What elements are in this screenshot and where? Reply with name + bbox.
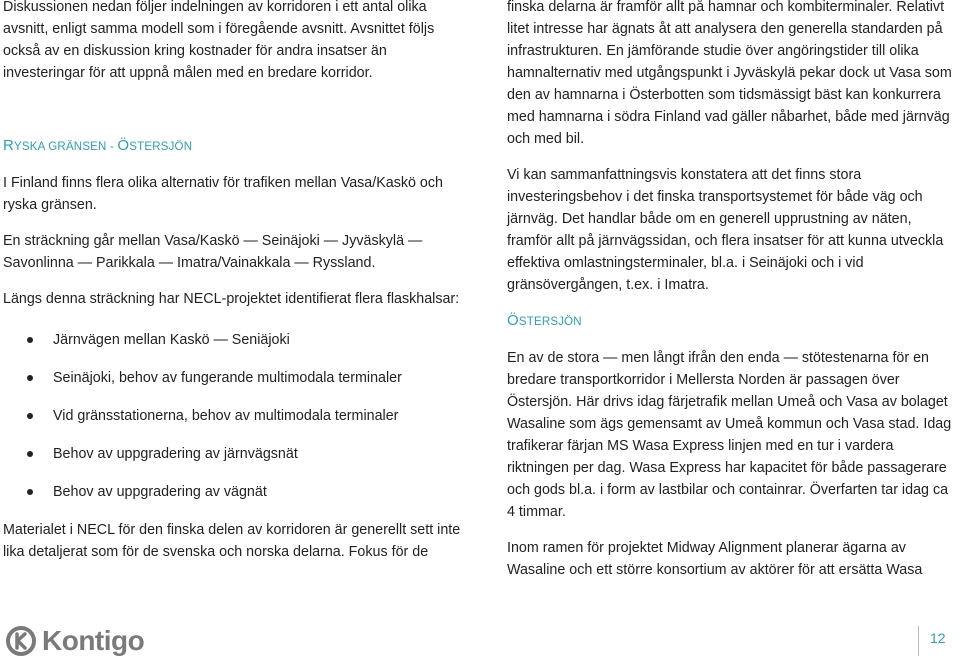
page-number: 12 [930, 630, 946, 646]
logo-wordmark: Kontigo [42, 625, 145, 656]
heading-smallcaps: YSKA GRÄNSEN - [14, 141, 118, 153]
list-item-text: Vid gränsstationerna, behov av multimodala terminaler [53, 408, 399, 424]
list-item-text: Seinäjoki, behov av fungerande multimodala terminaler [53, 370, 402, 386]
list-item [3, 329, 463, 367]
body-paragraph: Inom ramen för projektet Midway Alignment planerar ägarna av Wasaline och ett större konsortium av aktörer för att ersätta Wasa [507, 540, 923, 578]
section-heading-ryska-gransen [3, 135, 463, 158]
intro-paragraph: Diskussionen nedan följer indelningen av korridoren i ett antal olika avsnitt, enligt samma modell som i föregående avsnitt. Avsnittet följs också av en diskussion kring kostnader för andra insatser än investeringar för att uppnå målen med en bredare korridor. [3, 0, 435, 81]
kontigo-logo [6, 624, 144, 658]
list-item [3, 481, 463, 519]
right-column [507, 0, 957, 581]
left-column [3, 0, 463, 563]
bullet-icon [27, 337, 33, 343]
body-paragraph: I Finland finns flera olika alternativ för trafiken mellan Vasa/Kaskö och ryska gränsen. [3, 175, 443, 213]
body-paragraph: Materialet i NECL för den finska delen av korridoren är generellt sett inte lika detaljerat som för de svenska och norska delarna. Fokus för de [3, 522, 461, 560]
bottleneck-list [3, 329, 463, 519]
heading-initial: R [3, 137, 15, 154]
body-paragraph: Vi kan sammanfattningsvis konstatera att det finns stora investeringsbehov i det finska transportsystemet för både väg och järnväg. Det handlar både om en generell upprustning av näten, framför allt på järnvägssidan, och flera insatser för att kunna utveckla effektiva omlastningsterminaler, bl.a. i Seinäjoki och i vid gränsövergången, t.ex. i Imatra. [507, 167, 944, 293]
heading-initial: Ö [507, 312, 519, 329]
list-item [3, 443, 463, 481]
page-number-divider [918, 626, 919, 656]
bullet-icon [27, 489, 33, 495]
bullet-icon [27, 451, 33, 457]
list-item [3, 405, 463, 443]
body-paragraph: En sträckning går mellan Vasa/Kaskö — Seinäjoki — Jyväskylä — Savonlinna — Parikkala — Imatra/Vainakkala — Ryssland. [3, 233, 423, 271]
heading-initial: Ö [117, 137, 130, 154]
heading-smallcaps: STERSJÖN [518, 316, 582, 328]
bullet-icon [27, 375, 33, 381]
body-paragraph: Längs denna sträckning har NECL-projektet identifierat flera flaskhalsar: [3, 291, 460, 307]
section-heading-ostersjon [507, 310, 957, 333]
kontigo-mark-icon [6, 626, 36, 656]
heading-smallcaps: STERSJÖN [129, 141, 193, 153]
list-item-text: Behov av uppgradering av vägnät [53, 484, 267, 500]
list-item-text: Behov av uppgradering av järnvägsnät [53, 446, 298, 462]
list-item [3, 367, 463, 405]
bullet-icon [27, 413, 33, 419]
body-paragraph: finska delarna är framför allt på hamnar och kombiterminaler. Relativt litet intresse har ägnats åt att analysera den generella standarden på infrastrukturen. En jämförande studie över angöringstider till olika hamnalternativ med utgångspunkt i Jyväskylä pekar dock ut Vasa som den av hamnarna i Österbotten som tidsmässigt bäst kan konkurrera med hamnarna i södra Finland vad gäller nåbarhet, både med järnväg och med bil. [507, 0, 952, 147]
list-item-text: Järnvägen mellan Kaskö — Seniäjoki [53, 332, 290, 348]
body-paragraph: En av de stora — men långt ifrån den enda — stötestenarna för en bredare transportkorridor i Mellersta Norden är passagen över Östersjön. Här drivs idag färjetrafik mellan Umeå och Vasa av bolaget Wasaline som ägs gemensamt av Umeå kommun och Vasa stad. Idag trafikerar färjan MS Wasa Express linjen med en tur i vardera riktningen per dag. Wasa Express har kapacitet för både passagerare och gods bl.a. i form av lastbilar och containrar. Överfarten tar idag ca 4 timmar. [507, 350, 952, 520]
